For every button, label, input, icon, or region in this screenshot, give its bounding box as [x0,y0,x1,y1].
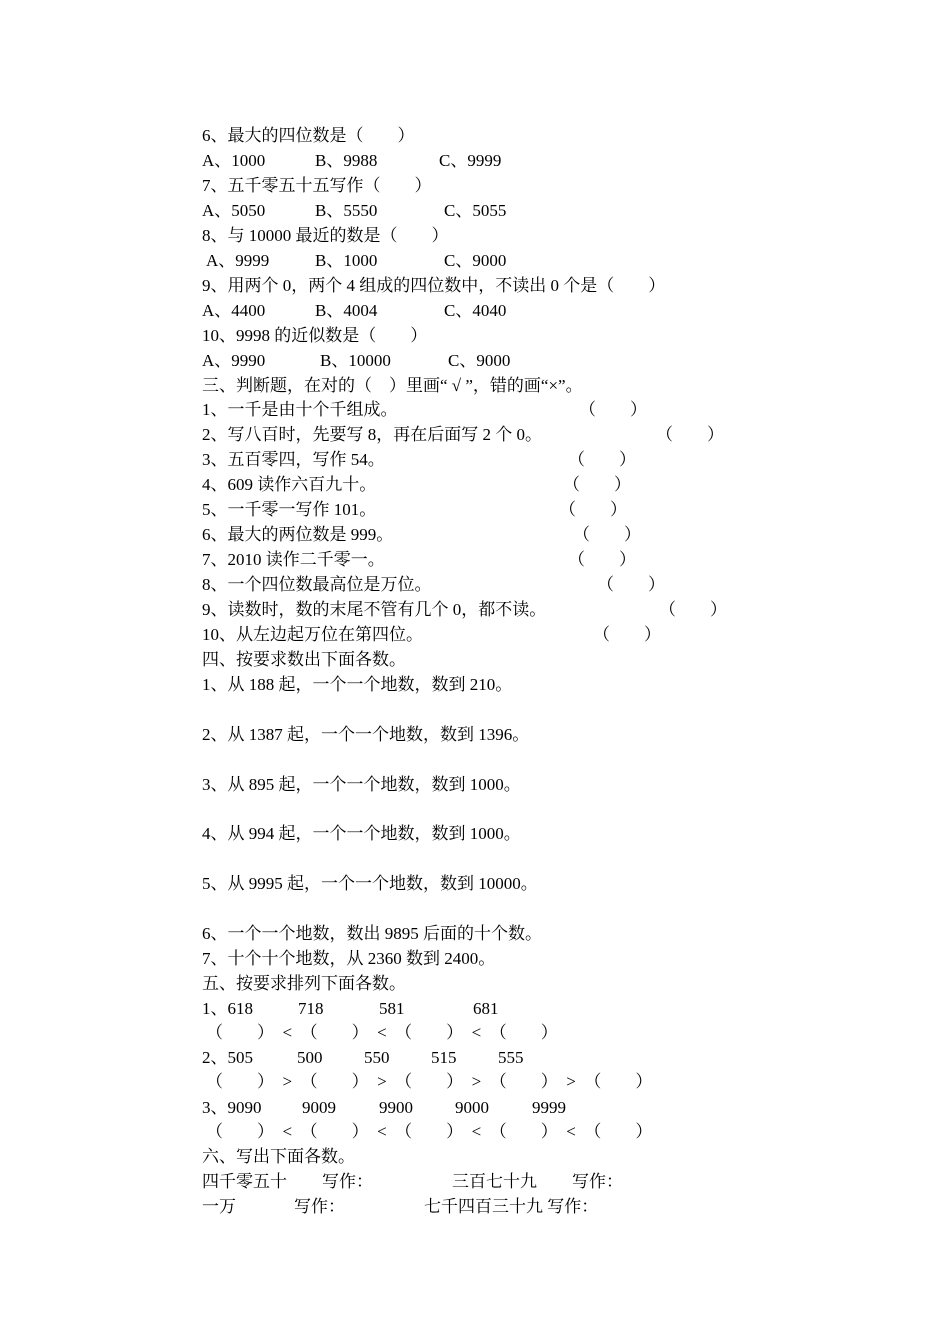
line-text: 9999 [532,1098,566,1117]
line-text: A、9999 [206,251,270,270]
line-text: 500 [297,1048,323,1067]
line-text: 9、读数时，数的末尾不管有几个 0，都不读。 [202,600,547,619]
line-text: 三百七十九 [452,1172,537,1191]
line-text: 5、一千零一写作 101。 [202,500,377,519]
line-text: 4、从 994 起，一个一个地数，数到 1000。 [202,824,521,843]
line-text: （ ） [559,500,627,519]
line-text: 10、9998 的近似数是（ ） [202,326,428,345]
line-text: A、5050 [202,201,266,220]
line-text: 9000 [455,1098,489,1117]
line-text: （ ） [573,525,641,544]
line-text: 六、写出下面各数。 [202,1147,355,1166]
line-text: 681 [473,999,499,1018]
line-text: 写作： [294,1197,345,1216]
line-text: 2、505 [202,1048,253,1067]
line-text: A、4400 [202,301,266,320]
line-text: 4、609 读作六百九十。 [202,475,377,494]
line-text: 9900 [379,1098,413,1117]
line-text: 7、五千零五十五写作（ ） [202,176,432,195]
line-text: （ ） [579,400,647,419]
line-text: 9009 [302,1098,336,1117]
line-text: A、9990 [202,351,266,370]
line-text: A、1000 [202,151,266,170]
line-text: （ ） > （ ） > （ ） > （ ） > （ ） [206,1072,653,1091]
line-text: C、9999 [439,151,502,170]
line-text: （ ） [593,625,661,644]
line-text: 555 [498,1048,524,1067]
line-text: B、5550 [315,201,378,220]
line-text: 550 [364,1048,390,1067]
line-text: 7、2010 读作二千零一。 [202,550,385,569]
line-text: 3、从 895 起，一个一个地数，数到 1000。 [202,775,521,794]
line-text: 写作： [322,1172,373,1191]
line-text: 三、判断题，在对的（ ）里画“ √ ”，错的画“×”。 [202,376,583,395]
line-text: 6、最大的四位数是（ ） [202,126,415,145]
line-text: 1、从 188 起，一个一个地数，数到 210。 [202,675,513,694]
line-text: （ ） < （ ） < （ ） < （ ） [206,1023,558,1042]
line-text: 五、按要求排列下面各数。 [202,974,406,993]
line-text: （ ） [568,450,636,469]
line-text: 10、从左边起万位在第四位。 [202,625,423,644]
line-text: 3、五百零四，写作 54。 [202,450,385,469]
line-text: （ ） [568,550,636,569]
line-text: 2、从 1387 起，一个一个地数，数到 1396。 [202,725,530,744]
line-text: 写作： [572,1172,623,1191]
line-text: （ ） [563,475,631,494]
line-text: B、9988 [315,151,378,170]
line-text: 四、按要求数出下面各数。 [202,650,406,669]
line-text: 1、一千是由十个千组成。 [202,400,398,419]
line-text: 8、与 10000 最近的数是（ ） [202,226,449,245]
line-text: 581 [379,999,405,1018]
line-text: 2、写八百时，先要写 8，再在后面写 2 个 0。 [202,425,542,444]
line-text: C、9000 [444,251,507,270]
line-text: C、9000 [448,351,511,370]
line-text: 七千四百三十九 写作： [424,1197,599,1216]
line-text: （ ） [656,425,724,444]
line-text: 一万 [202,1197,236,1216]
line-text: （ ） [659,600,727,619]
line-text: 5、从 9995 起，一个一个地数，数到 10000。 [202,874,538,893]
line-text: （ ） < （ ） < （ ） < （ ） < （ ） [206,1122,653,1141]
line-text: C、5055 [444,201,507,220]
line-text: 6、一个一个地数，数出 9895 后面的十个数。 [202,924,542,943]
line-text: B、4004 [315,301,378,320]
line-text: 8、一个四位数最高位是万位。 [202,575,432,594]
line-text: 四千零五十 [202,1172,287,1191]
line-text: 718 [298,999,324,1018]
line-text: 7、十个十个地数，从 2360 数到 2400。 [202,949,496,968]
line-text: （ ） [597,575,665,594]
line-text: B、10000 [320,351,391,370]
line-text: 515 [431,1048,457,1067]
line-text: 1、618 [202,999,253,1018]
line-text: C、4040 [444,301,507,320]
line-text: 6、最大的两位数是 999。 [202,525,394,544]
line-text: B、1000 [315,251,378,270]
line-text: 9、用两个 0，两个 4 组成的四位数中，不读出 0 个是（ ） [202,276,666,295]
line-text: 3、9090 [202,1098,262,1117]
